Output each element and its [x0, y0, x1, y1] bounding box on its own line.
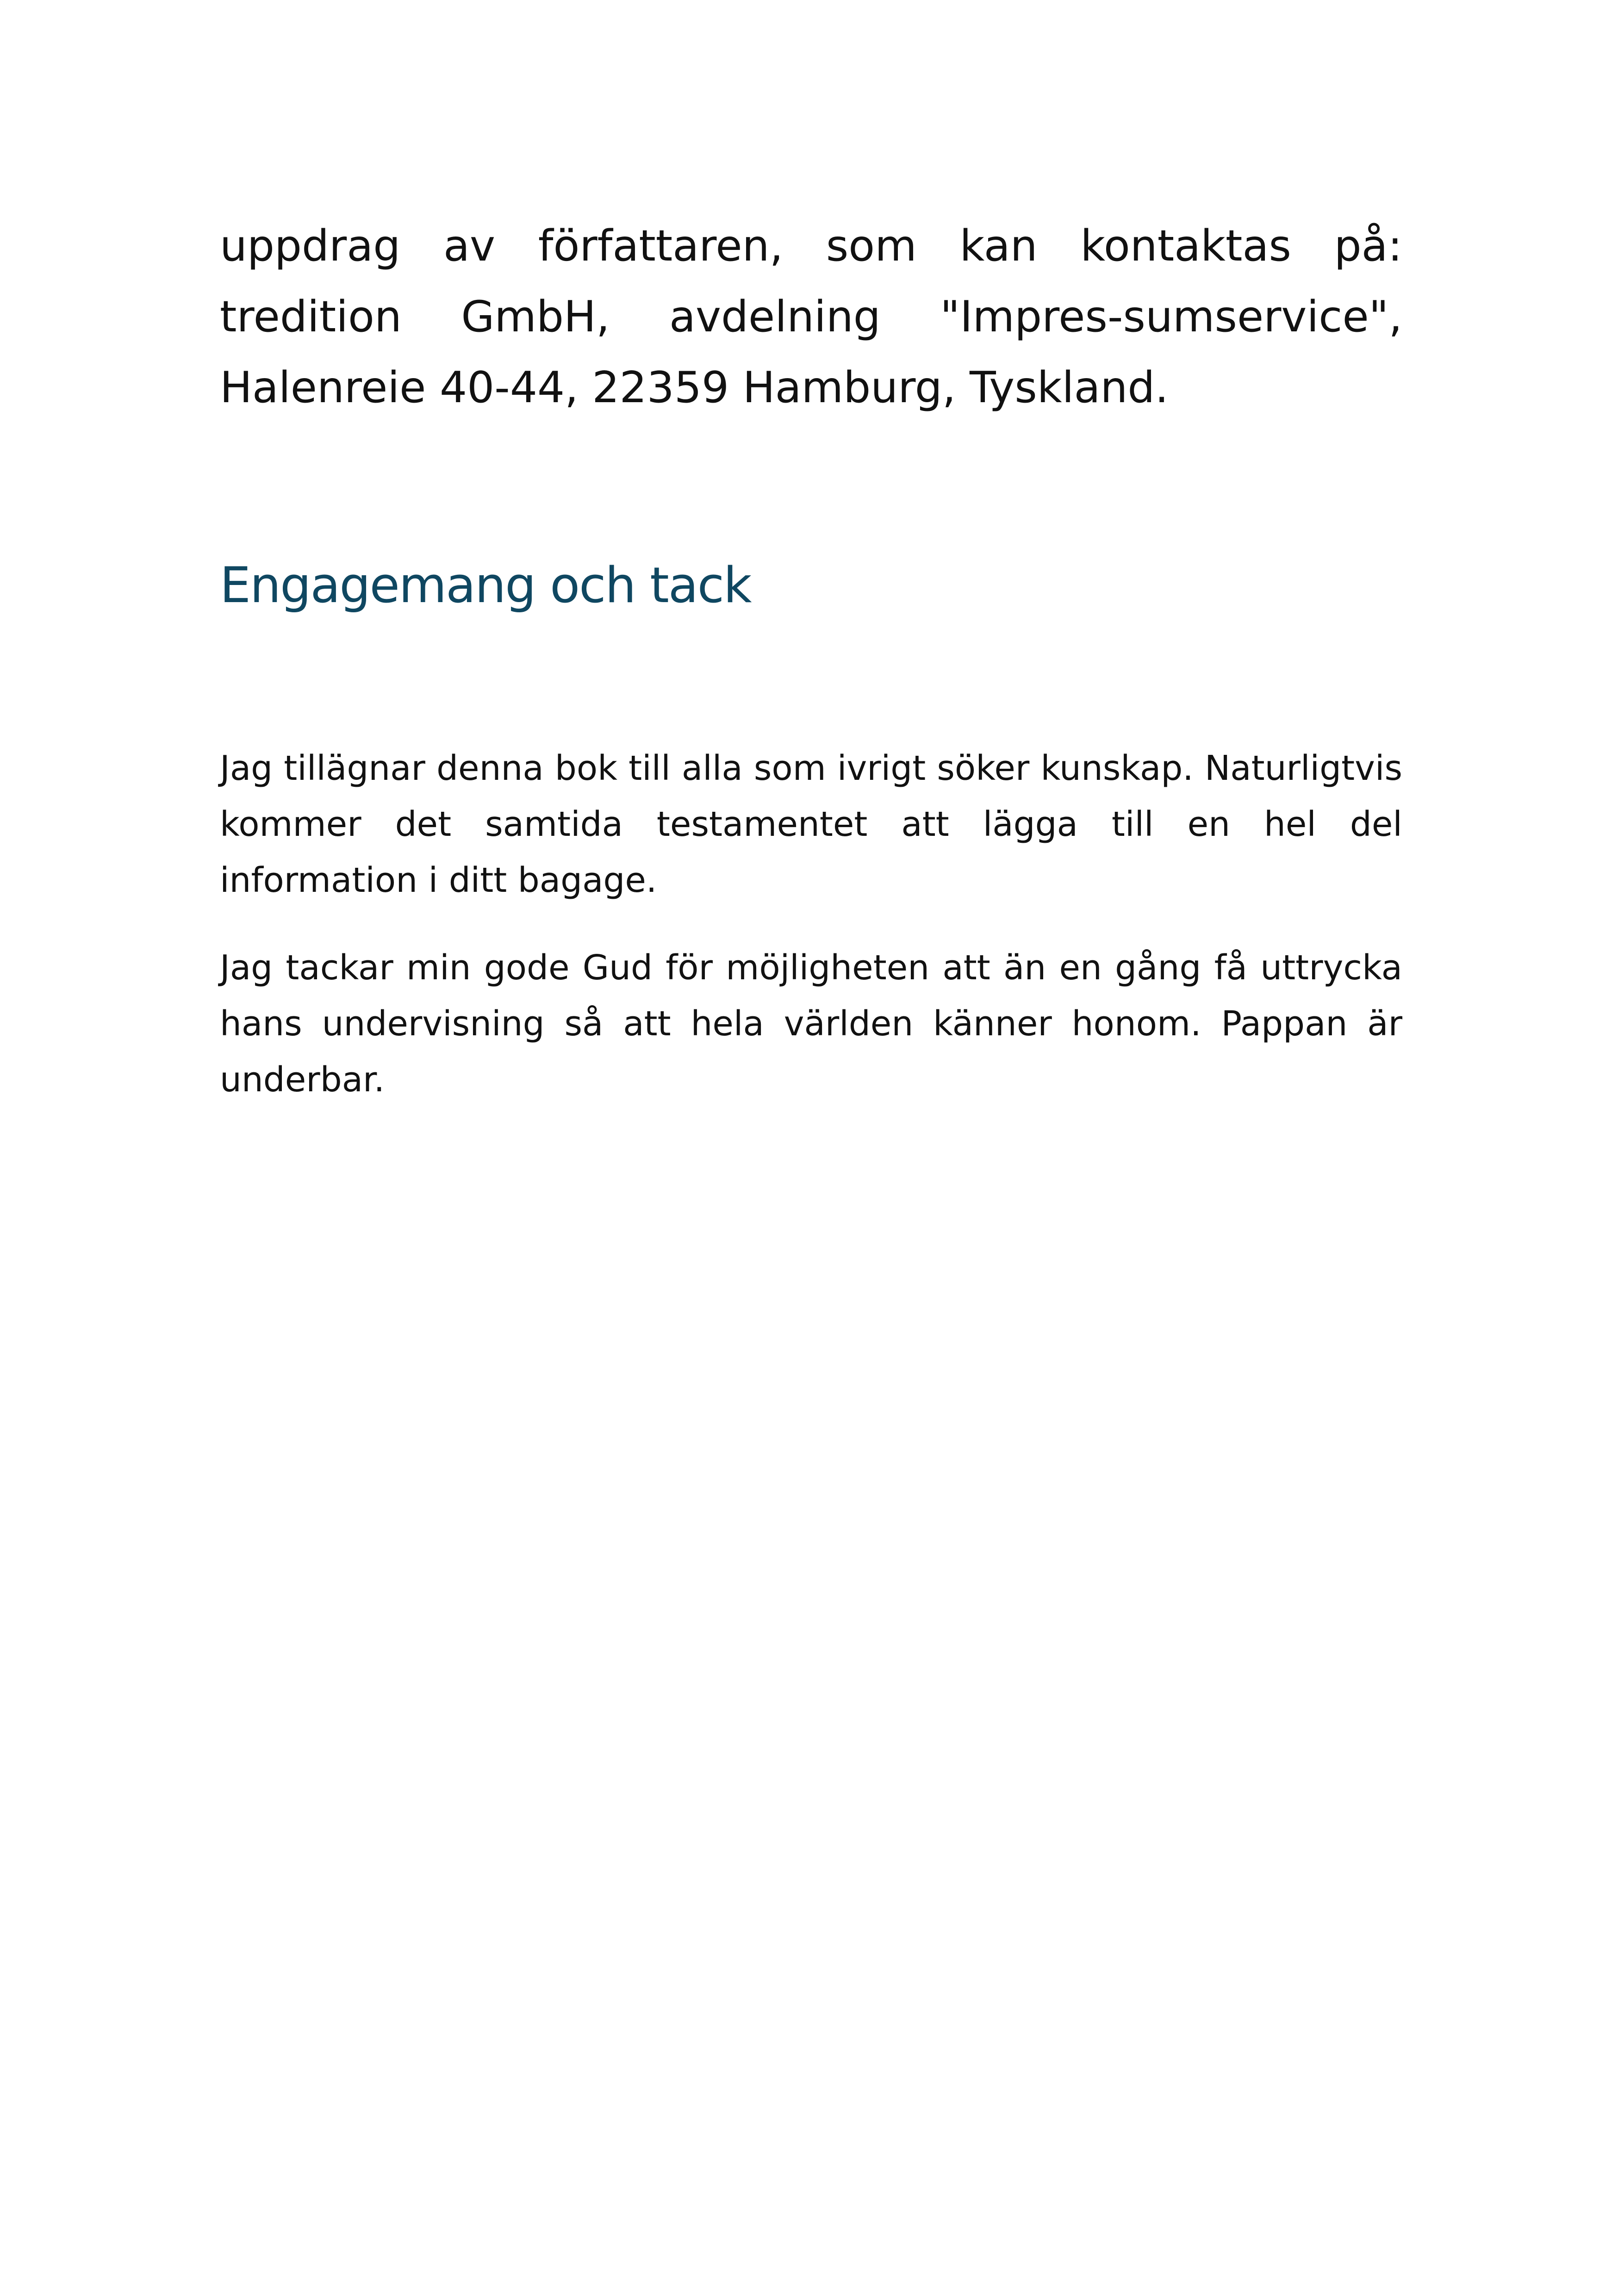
page-content — [220, 211, 1402, 1100]
section-body — [220, 740, 1402, 1139]
intro-paragraph: uppdrag av författaren, som kan kontaktas på: tredition GmbH, avdelning "Impres-sumservice", Halenreie 40-44, 22359 Hamburg, Tyskland. — [220, 221, 1402, 412]
dedication-paragraph: Jag tillägnar denna bok till alla som ivrigt söker kunskap. Naturligtvis kommer det samtida testamentet att lägga till en hel del information i ditt bagage. — [220, 748, 1402, 900]
thanks-paragraph: Jag tackar min gode Gud för möjligheten att än en gång få uttrycka hans undervisning så att hela världen känner honom. Pappan är underbar. — [220, 948, 1402, 1100]
section-heading: Engagemang och tack — [220, 557, 751, 614]
